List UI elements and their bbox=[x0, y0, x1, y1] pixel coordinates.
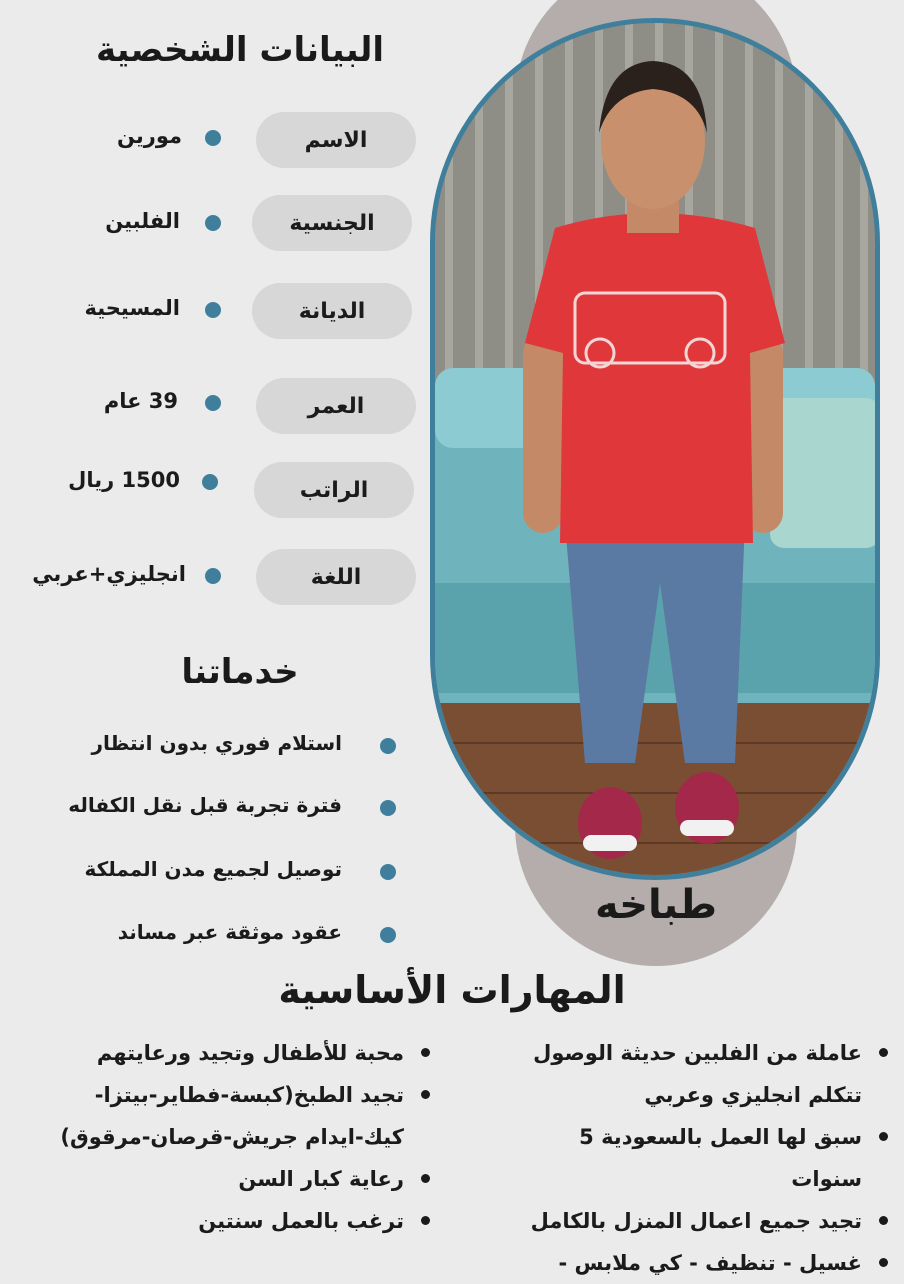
field-label-religion: الديانة bbox=[252, 283, 412, 339]
skill-bullet bbox=[879, 1258, 888, 1267]
field-label-salary: الراتب bbox=[254, 462, 414, 518]
skill-item: تجيد جميع اعمال المنزل بالكامل bbox=[452, 1200, 892, 1242]
field-bullet bbox=[205, 130, 221, 146]
skill-bullet bbox=[421, 1048, 430, 1057]
field-value-name: مورين bbox=[116, 124, 182, 148]
service-item: استلام فوري بدون انتظار bbox=[91, 731, 342, 755]
service-bullet bbox=[380, 864, 396, 880]
field-value-nationality: الفلبين bbox=[105, 209, 180, 233]
field-bullet bbox=[202, 474, 218, 490]
skill-item: سبق لها العمل بالسعودية 5 سنوات bbox=[452, 1116, 892, 1200]
field-label-name: الاسم bbox=[256, 112, 416, 168]
skill-bullet bbox=[879, 1048, 888, 1057]
skill-bullet bbox=[421, 1090, 430, 1099]
skill-item: محبة للأطفال وتجيد ورعايتهم bbox=[4, 1032, 434, 1074]
field-label-language: اللغة bbox=[256, 549, 416, 605]
service-item: توصيل لجميع مدن المملكة bbox=[84, 857, 342, 881]
field-label-age: العمر bbox=[256, 378, 416, 434]
field-label-nationality: الجنسية bbox=[252, 195, 412, 251]
field-bullet bbox=[205, 302, 221, 318]
role-label: طباخه bbox=[594, 882, 718, 928]
skill-item: عاملة من الفلبين حديثة الوصول تتكلم انجليزي وعربي bbox=[452, 1032, 892, 1116]
worker-photo bbox=[430, 18, 880, 880]
personal-data-title: البيانات الشخصية bbox=[95, 30, 384, 70]
skill-bullet bbox=[421, 1216, 430, 1225]
service-item: عقود موثقة عبر مساند bbox=[117, 920, 342, 944]
skill-bullet bbox=[879, 1216, 888, 1225]
service-bullet bbox=[380, 800, 396, 816]
field-value-salary: 1500 ريال bbox=[68, 468, 180, 492]
field-value-age: 39 عام bbox=[103, 389, 178, 413]
skills-right-column bbox=[452, 1032, 892, 1284]
field-bullet bbox=[205, 395, 221, 411]
skill-item: رعاية كبار السن bbox=[4, 1158, 434, 1200]
skill-item: تجيد الطبخ(كبسة-فطاير-بيتزا- كيك-ايدام جريش-قرصان-مرقوق) bbox=[4, 1074, 434, 1158]
skill-item: ترغب بالعمل سنتين bbox=[4, 1200, 434, 1242]
field-value-religion: المسيحية bbox=[84, 296, 180, 320]
skill-item: غسيل - تنظيف - كي ملابس - bbox=[452, 1242, 892, 1284]
services-title: خدماتنا bbox=[181, 652, 299, 692]
skill-bullet bbox=[421, 1174, 430, 1183]
service-bullet bbox=[380, 927, 396, 943]
field-bullet bbox=[205, 568, 221, 584]
skill-bullet bbox=[879, 1132, 888, 1141]
field-bullet bbox=[205, 215, 221, 231]
service-bullet bbox=[380, 738, 396, 754]
skills-left-column bbox=[4, 1032, 434, 1242]
field-value-language: انجليزي+عربي bbox=[32, 562, 186, 586]
skills-title: المهارات الأساسية bbox=[278, 968, 626, 1012]
service-item: فترة تجربة قبل نقل الكفاله bbox=[68, 793, 342, 817]
